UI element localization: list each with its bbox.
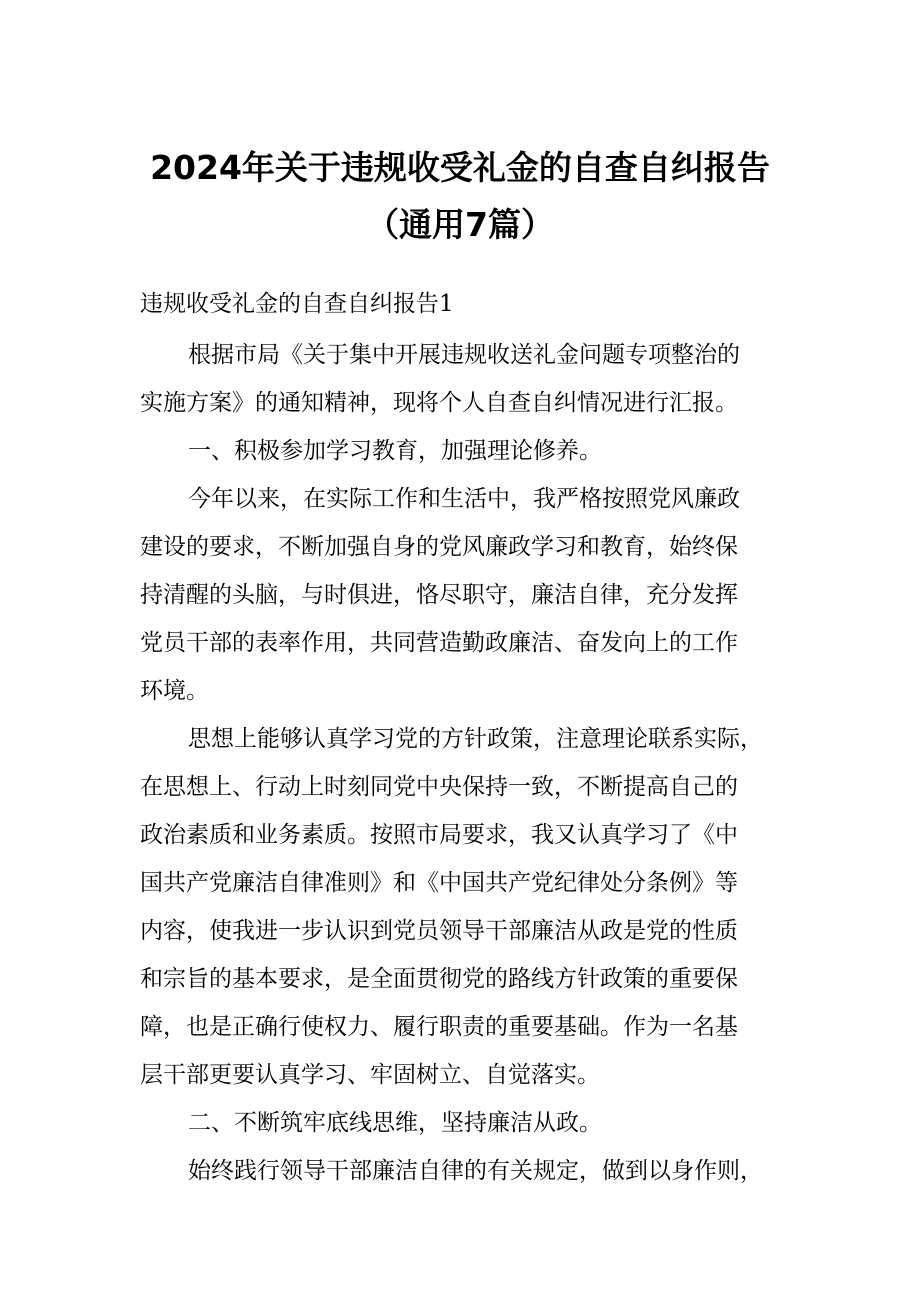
paragraph-line: 和宗旨的基本要求，是全面贯彻党的路线方针政策的重要保: [140, 966, 738, 992]
paragraph-line: 今年以来，在实际工作和生活中，我严格按照党风廉政: [188, 486, 740, 512]
document-title-line-2: （通用7篇）: [366, 205, 554, 244]
paragraph-line: 党员干部的表率作用，共同营造勤政廉洁、奋发向上的工作: [140, 630, 738, 656]
paragraph: [140, 432, 790, 480]
document-title-line-1: 2024年关于违规收受礼金的自查自纠报告: [150, 148, 770, 187]
paragraph-line: 根据市局《关于集中开展违规收送礼金问题专项整治的: [188, 342, 740, 368]
paragraph-line: 环境。: [140, 678, 209, 704]
paragraph-line: 国共产党廉洁自律准则》和《中国共产党纪律处分条例》等: [140, 870, 738, 896]
paragraph-line: 思想上能够认真学习党的方针政策，注意理论联系实际，: [188, 726, 763, 752]
paragraph: [140, 1152, 790, 1200]
paragraph-line: 二、不断筑牢底线思维，坚持廉洁从政。: [188, 1110, 602, 1136]
paragraph: [140, 336, 790, 432]
paragraph-line: 内容，使我进一步认识到党员领导干部廉洁从政是党的性质: [140, 918, 738, 944]
paragraph: [140, 480, 790, 720]
paragraph-line: 一、积极参加学习教育，加强理论修养。: [188, 438, 602, 464]
paragraph-line: 障，也是正确行使权力、履行职责的重要基础。作为一名基: [140, 1014, 738, 1040]
paragraph-line: 政治素质和业务素质。按照市局要求，我又认真学习了《中: [140, 822, 738, 848]
paragraph-line: 层干部更要认真学习、牢固树立、自觉落实。: [140, 1062, 600, 1088]
paragraph-line: 在思想上、行动上时刻同党中央保持一致，不断提高自己的: [140, 774, 738, 800]
paragraph-line: 建设的要求，不断加强自身的党风廉政学习和教育，始终保: [140, 534, 738, 560]
paragraph: [140, 1104, 790, 1152]
paragraph: [140, 720, 790, 1104]
paragraph-line: 始终践行领导干部廉洁自律的有关规定，做到以身作则，: [188, 1158, 763, 1184]
paragraph-line: 持清醒的头脑，与时俱进，恪尽职守，廉洁自律，充分发挥: [140, 582, 738, 608]
section-heading: 违规收受礼金的自查自纠报告1: [140, 291, 454, 317]
document-body: [140, 336, 790, 1200]
paragraph-line: 实施方案》的通知精神，现将个人自查自纠情况进行汇报。: [140, 390, 738, 416]
